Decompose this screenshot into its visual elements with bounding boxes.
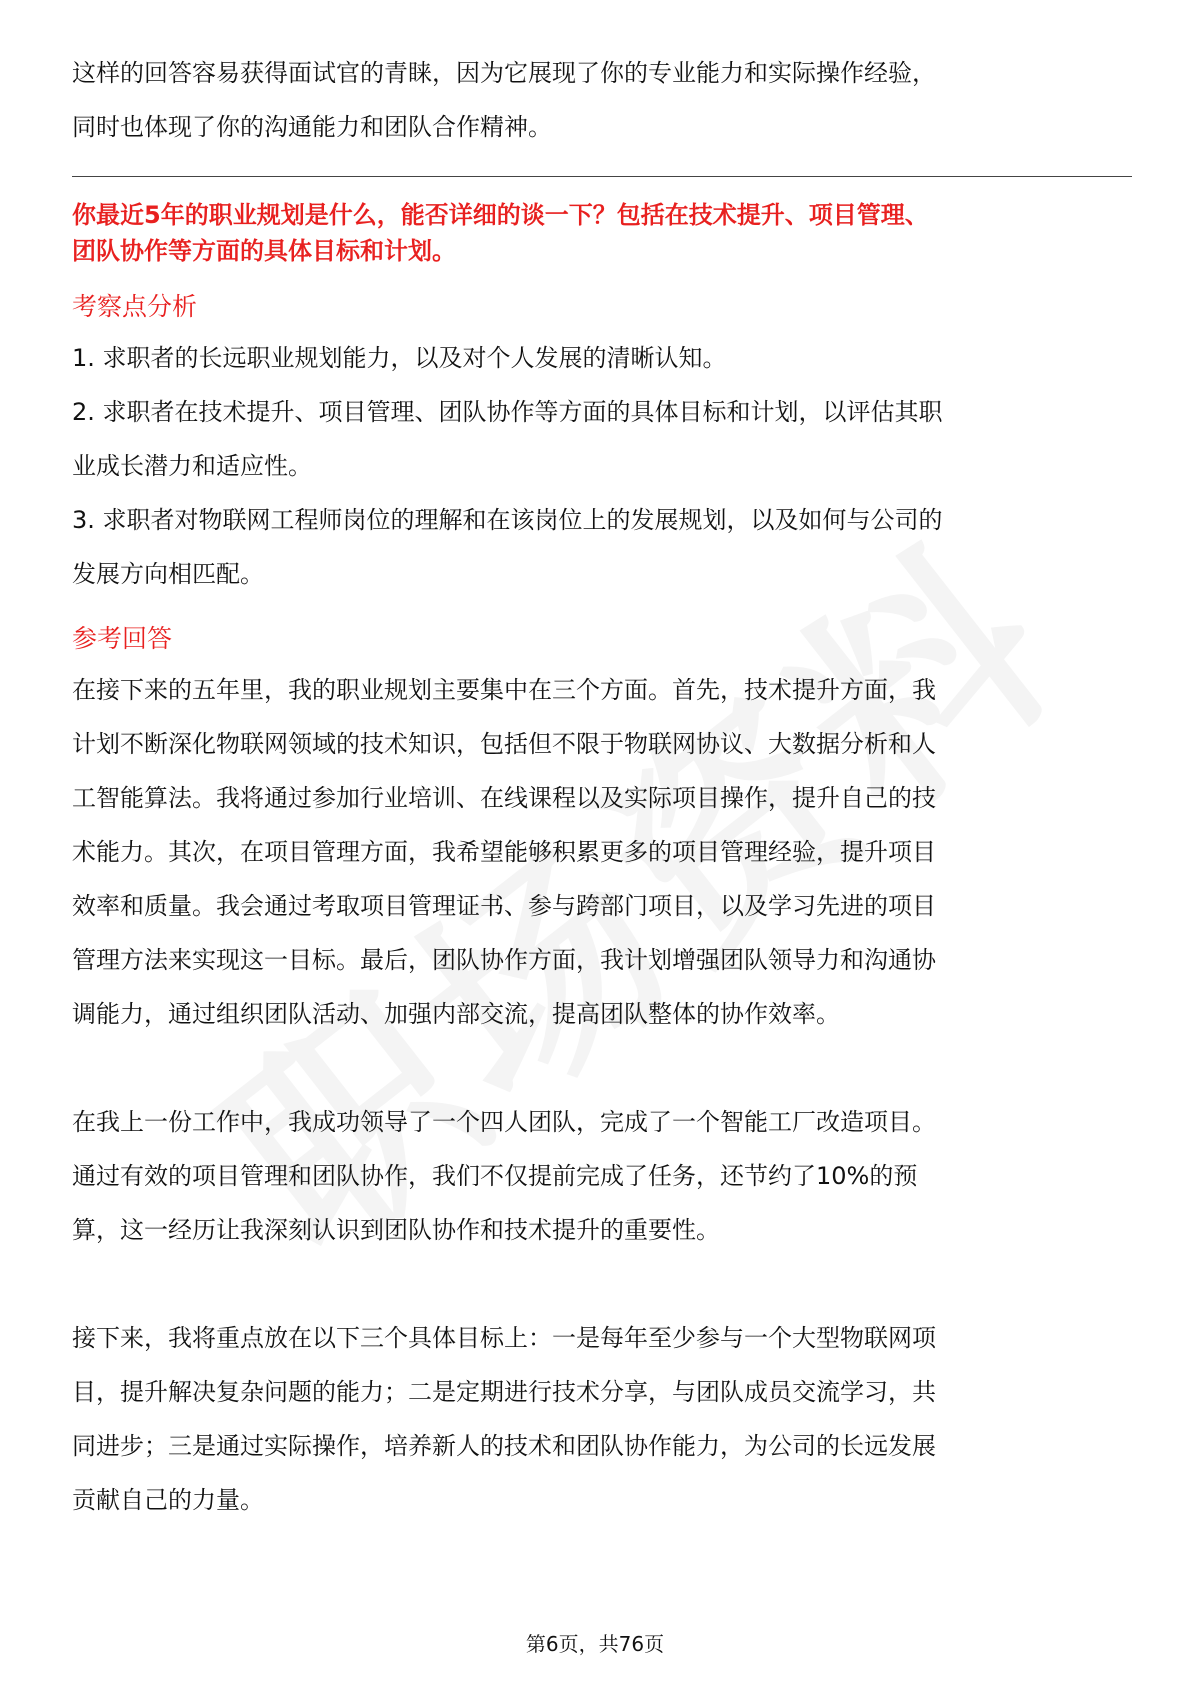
answer-line: 管理方法来实现这一目标。最后，团队协作方面，我计划增强团队领导力和沟通协 bbox=[72, 946, 936, 974]
analysis-line: 发展方向相匹配。 bbox=[72, 560, 264, 588]
paragraph-gap bbox=[72, 1257, 1132, 1311]
answer-line: 接下来，我将重点放在以下三个具体目标上：一是每年至少参与一个大型物联网项 bbox=[72, 1324, 936, 1352]
answer-heading: 参考回答 bbox=[72, 624, 173, 653]
analysis-list bbox=[72, 331, 1132, 601]
answer-line: 调能力，通过组织团队活动、加强内部交流，提高团队整体的协作效率。 bbox=[72, 1000, 840, 1028]
analysis-heading: 考察点分析 bbox=[72, 292, 198, 321]
answer-line: 算，这一经历让我深刻认识到团队协作和技术提升的重要性。 bbox=[72, 1216, 720, 1244]
answer-paragraph-1 bbox=[72, 663, 1132, 1041]
intro-paragraph bbox=[72, 46, 1132, 154]
intro-line: 这样的回答容易获得面试官的青睐，因为它展现了你的专业能力和实际操作经验， bbox=[72, 59, 936, 87]
analysis-line: 3. 求职者对物联网工程师岗位的理解和在该岗位上的发展规划，以及如何与公司的 bbox=[72, 506, 943, 534]
analysis-line: 1. 求职者的长远职业规划能力，以及对个人发展的清晰认知。 bbox=[72, 344, 727, 372]
page-content bbox=[72, 46, 1132, 1527]
analysis-line: 2. 求职者在技术提升、项目管理、团队协作等方面的具体目标和计划，以评估其职 bbox=[72, 398, 943, 426]
answer-line: 工智能算法。我将通过参加行业培训、在线课程以及实际项目操作，提升自己的技 bbox=[72, 784, 936, 812]
paragraph-gap bbox=[72, 1041, 1132, 1095]
question-line: 团队协作等方面的具体目标和计划。 bbox=[72, 237, 456, 265]
answer-paragraph-2 bbox=[72, 1095, 1132, 1257]
answer-line: 在接下来的五年里，我的职业规划主要集中在三个方面。首先，技术提升方面，我 bbox=[72, 676, 936, 704]
section-divider bbox=[72, 176, 1132, 177]
analysis-line: 业成长潜力和适应性。 bbox=[72, 452, 312, 480]
interview-question bbox=[72, 197, 1132, 269]
answer-paragraph-3 bbox=[72, 1311, 1132, 1527]
answer-line: 术能力。其次，在项目管理方面，我希望能够积累更多的项目管理经验，提升项目 bbox=[72, 838, 936, 866]
answer-line: 效率和质量。我会通过考取项目管理证书、参与跨部门项目，以及学习先进的项目 bbox=[72, 892, 936, 920]
answer-line: 计划不断深化物联网领域的技术知识，包括但不限于物联网协议、大数据分析和人 bbox=[72, 730, 936, 758]
question-line: 你最近5年的职业规划是什么，能否详细的谈一下？包括在技术提升、项目管理、 bbox=[72, 201, 929, 229]
page-number: 第6页，共76页 bbox=[525, 1632, 665, 1656]
answer-line: 通过有效的项目管理和团队协作，我们不仅提前完成了任务，还节约了10%的预 bbox=[72, 1162, 918, 1190]
answer-line: 同进步；三是通过实际操作，培养新人的技术和团队协作能力，为公司的长远发展 bbox=[72, 1432, 936, 1460]
answer-line: 目，提升解决复杂问题的能力；二是定期进行技术分享，与团队成员交流学习，共 bbox=[72, 1378, 936, 1406]
intro-line: 同时也体现了你的沟通能力和团队合作精神。 bbox=[72, 113, 552, 141]
answer-line: 在我上一份工作中，我成功领导了一个四人团队，完成了一个智能工厂改造项目。 bbox=[72, 1108, 936, 1136]
answer-line: 贡献自己的力量。 bbox=[72, 1486, 264, 1514]
